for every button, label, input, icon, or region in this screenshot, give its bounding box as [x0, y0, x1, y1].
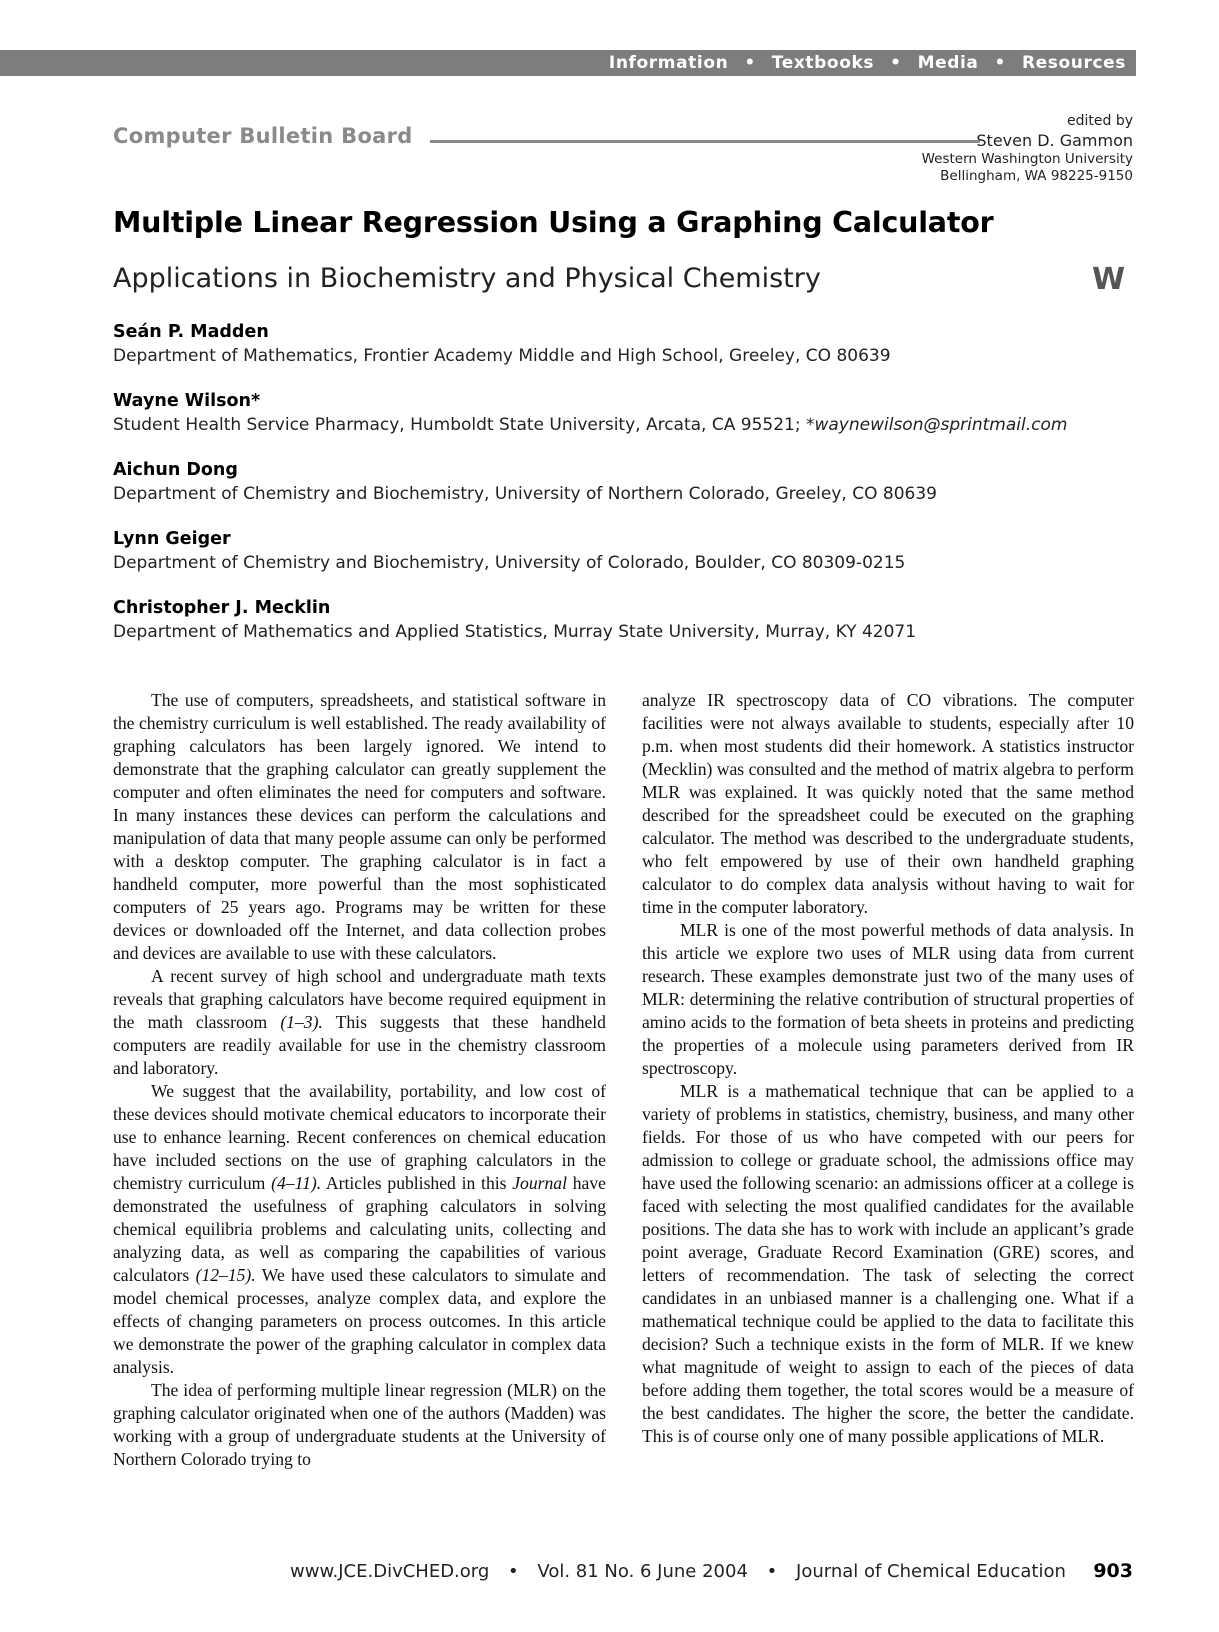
paragraph	[113, 1080, 606, 1379]
affiliation-text: Student Health Service Pharmacy, Humboldt State University, Arcata, CA 95521;	[113, 415, 806, 435]
author-name: Seán P. Madden	[113, 322, 269, 342]
author-name: Lynn Geiger	[113, 529, 231, 549]
citation: (12–15).	[195, 1265, 256, 1285]
author-affiliation: Department of Chemistry and Biochemistry, University of Colorado, Boulder, CO 80309-0215	[113, 553, 906, 573]
header-rule	[430, 140, 980, 143]
text-run: A recent survey of high school and undergraduate math texts reveals that graphing calculators have become required equipment in the math classroom	[113, 966, 606, 1032]
page-number: 903	[1093, 1560, 1133, 1582]
paragraph: MLR is a mathematical technique that can be applied to a variety of problems in statistics, chemistry, business, and many other fields. For those of us who have competed with our peers for admission to college or graduate school, the admissions office may have used the following scenario: an admissions officer at a college is faced with selecting the most qualified candidates for the available positions. The data she has to work with include an applicant’s grade point average, Graduate Record Examination (GRE) scores, and letters of recommendation. The task of selecting the correct candidates in an unbiased manner is a challenging one. What if a mathematical technique could be applied to the data to facilitate this decision? Such a technique exists in the form of MLR. If we knew what magnitude of weight to assign to each of the pieces of data before adding them together, the total scores would be a measure of the best candidates. The higher the score, the better the candidate. This is of course only one of many possible applications of MLR.	[642, 1081, 1134, 1446]
nav-separator: •	[890, 53, 902, 73]
author-list	[113, 320, 1133, 665]
paragraph: analyze IR spectroscopy data of CO vibrations. The computer facilities were not always available to students, especially after 10 p.m. when most students did their homework. A statistics instructor (Mecklin) was consulted and the method of matrix algebra to perform MLR was explained. It was quickly noted that the same method described for the spreadsheet could be executed on the graphing calculator. The method was described to the undergraduate students, who felt empowered by use of their own handheld graphing calculator to do complex data analysis without having to wait for time in the computer laboratory.	[642, 690, 1134, 917]
editor-location: Bellingham, WA 98225-9150	[940, 168, 1133, 184]
paragraph	[113, 965, 606, 1080]
editor-institution: Western Washington University	[921, 151, 1133, 167]
paragraph: The use of computers, spreadsheets, and statistical software in the chemistry curriculum is well established. The ready availability of graphing calculators has been largely ignored. We intend to demonstrate that the graphing calculator can greatly supplement the computer and often eliminates the need for computers and software. In many instances these devices can perform the calculations and manipulation of data that many people assume can only be performed with a desktop computer. The graphing calculator is in fact a handheld computer, more powerful than the most sophisticated computers of 25 years ago. Programs may be written for these devices or downloaded off the Internet, and data collection probes and devices are available to use with these calculators.	[113, 690, 606, 963]
column-title: Computer Bulletin Board	[113, 124, 413, 148]
top-banner	[0, 50, 1136, 76]
article-subtitle: Applications in Biochemistry and Physical Chemistry	[113, 263, 821, 294]
author-name: Wayne Wilson*	[113, 391, 261, 411]
editor-block	[922, 112, 1133, 185]
paragraph: MLR is one of the most powerful methods of data analysis. In this article we explore two uses of MLR using data from current research. These examples demonstrate just two of the many uses of MLR: determining the relative contribution of structural properties of amino acids to the formation of beta sheets in proteins and predicting the properties of a molecule using parameters derived from IR spectroscopy.	[642, 920, 1134, 1078]
nav-item-textbooks: Textbooks	[771, 53, 875, 73]
paragraph: The idea of performing multiple linear regression (MLR) on the graphing calculator originated when one of the authors (Madden) was working with a group of undergraduate students at the University of Northern Colorado trying to	[113, 1380, 606, 1469]
body-column-left	[113, 689, 606, 1471]
page-footer	[290, 1561, 1066, 1582]
citation: (4–11).	[271, 1173, 322, 1193]
footer-website: www.JCE.DivCHED.org	[290, 1561, 490, 1582]
author-name: Christopher J. Mecklin	[113, 598, 331, 618]
nav-separator: •	[994, 53, 1006, 73]
footer-journal: Journal of Chemical Education	[796, 1561, 1066, 1582]
web-supplement-icon: W	[1092, 262, 1124, 297]
author-email: *waynewilson@sprintmail.com	[805, 415, 1068, 435]
author-entry	[113, 527, 1133, 596]
editor-name: Steven D. Gammon	[976, 131, 1133, 150]
journal-name: Journal	[512, 1173, 567, 1193]
author-entry	[113, 458, 1133, 527]
author-entry	[113, 389, 1133, 458]
section-nav	[609, 50, 1126, 76]
author-name: Aichun Dong	[113, 460, 238, 480]
body-column-right	[642, 689, 1134, 1448]
text-run: We have used these calculators to simulate and model chemical processes, analyze complex data, and explore the effects of changing parameters on process outcomes. In this article we demonstrate the power of the graphing calculator in complex data analysis.	[113, 1265, 606, 1377]
edited-by-label: edited by	[1066, 113, 1133, 129]
text-run: We suggest that the availability, portability, and low cost of these devices should motivate chemical educators to incorporate their use to enhance learning. Recent conferences on chemical education have included sections on the use of graphing calculators in the chemistry curriculum	[113, 1081, 606, 1193]
author-affiliation: Department of Mathematics, Frontier Academy Middle and High School, Greeley, CO 80639	[113, 346, 891, 366]
author-affiliation: Department of Mathematics and Applied Statistics, Murray State University, Murray, KY 42071	[113, 622, 917, 642]
footer-separator: •	[508, 1561, 519, 1582]
text-run: Articles published in this	[321, 1173, 513, 1193]
text-run: This suggests that these handheld computers are readily available for use in the chemistry classroom and laboratory.	[113, 1012, 606, 1078]
nav-item-media: Media	[917, 53, 979, 73]
nav-separator: •	[744, 53, 756, 73]
footer-separator: •	[766, 1561, 778, 1582]
nav-item-information: Information	[608, 53, 729, 73]
author-affiliation	[113, 413, 1133, 437]
author-entry	[113, 320, 1133, 389]
author-entry	[113, 596, 1133, 665]
citation: (1–3).	[280, 1012, 323, 1032]
text-run: have demonstrated the usefulness of graphing calculators in solving chemical equilibria problems and calculating units, collecting and analyzing data, as well as comparing the capabilities of various calculators	[113, 1173, 606, 1285]
footer-issue: Vol. 81 No. 6 June 2004	[537, 1561, 748, 1582]
nav-item-resources: Resources	[1021, 53, 1126, 73]
article-title: Multiple Linear Regression Using a Graphing Calculator	[113, 206, 994, 239]
author-affiliation: Department of Chemistry and Biochemistry, University of Northern Colorado, Greeley, CO 80639	[113, 484, 937, 504]
